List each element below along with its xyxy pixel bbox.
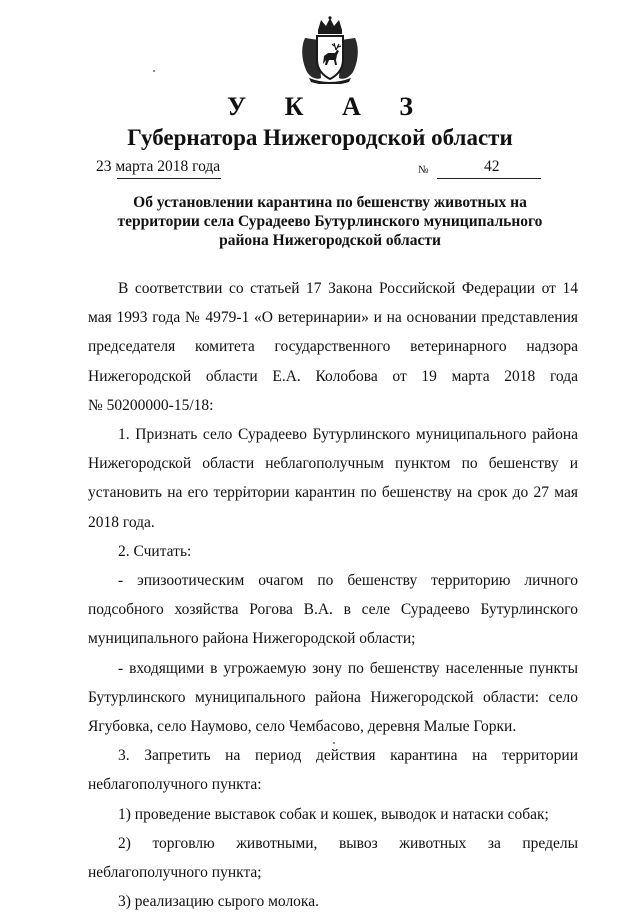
number-sign: № — [418, 164, 429, 176]
item-2b-line: - входящими в угрожаемую зону по бешенству населенные пункты — [118, 659, 578, 677]
number-underline — [437, 178, 541, 179]
subject-line: территории села Сурадеево Бутурлинского муниципального — [117, 213, 543, 230]
preamble-line: В соответствии со статьей 17 Закона Российской Федерации от 14 — [118, 280, 578, 297]
preamble-line: мая 1993 года № 4979-1 «О ветеринарии» и на основании представления — [88, 309, 578, 327]
decree-number: 42 — [484, 158, 500, 175]
preamble-line: председателя комитета государственного ветеринарного надзора — [88, 338, 578, 356]
item-2-heading: 2. Считать: — [118, 542, 192, 560]
item-2b-line: Ягубовка, село Наумово, село Чембасово, деревня Малые Горки. — [88, 718, 517, 736]
issuer-title: Губернатора Нижегородской области — [127, 125, 513, 150]
item-3-line: неблагополучного пункта: — [88, 776, 262, 794]
item-1-line: установить на его территории карантин по бешенству на срок до 27 мая — [88, 484, 578, 502]
decree-date: 23 марта 2018 года — [96, 158, 221, 175]
date-underline — [117, 178, 221, 179]
item-3-line: 3. Запретить на период действия карантина на территории — [118, 747, 578, 765]
item-3-3: 3) реализацию сырого молока. — [118, 893, 319, 911]
scan-speck — [153, 70, 155, 72]
decree-subject — [90, 193, 570, 250]
subject-line: Об установлении карантина по бешенству животных на — [133, 194, 527, 211]
item-1-line: 2018 года. — [88, 513, 155, 531]
item-2b-line: Бутурлинского муниципального района Нижегородской области: село — [88, 688, 578, 706]
document-type-title: У К А З — [227, 92, 429, 121]
item-2a-line: муниципального района Нижегородской области; — [88, 630, 416, 648]
item-1-line: Нижегородской области неблагополучным пунктом по бешенству и — [88, 455, 578, 473]
item-3-2-line: 2) торговлю животными, вывоз животных за пределы — [118, 834, 578, 852]
item-3-1: 1) проведение выставок собак и кошек, выводок и натаски собак; — [118, 805, 549, 823]
item-1-line: 1. Признать село Сурадеево Бутурлинского муниципального района — [118, 426, 578, 444]
preamble-line: Нижегородской области Е.А. Колобова от 19 марта 2018 года — [88, 367, 578, 385]
subject-line: района Нижегородской области — [219, 232, 441, 249]
item-2a-line: - эпизоотическим очагом по бешенству территорию личного — [118, 572, 578, 590]
item-3-2-line: неблагополучного пункта; — [88, 864, 262, 882]
decree-body — [88, 274, 578, 916]
item-2a-line: подсобного хозяйства Рогова В.А. в селе Сурадеево Бутурлинского — [88, 601, 578, 619]
coat-of-arms-icon — [299, 16, 361, 84]
preamble-line: № 50200000-15/18: — [88, 396, 214, 414]
